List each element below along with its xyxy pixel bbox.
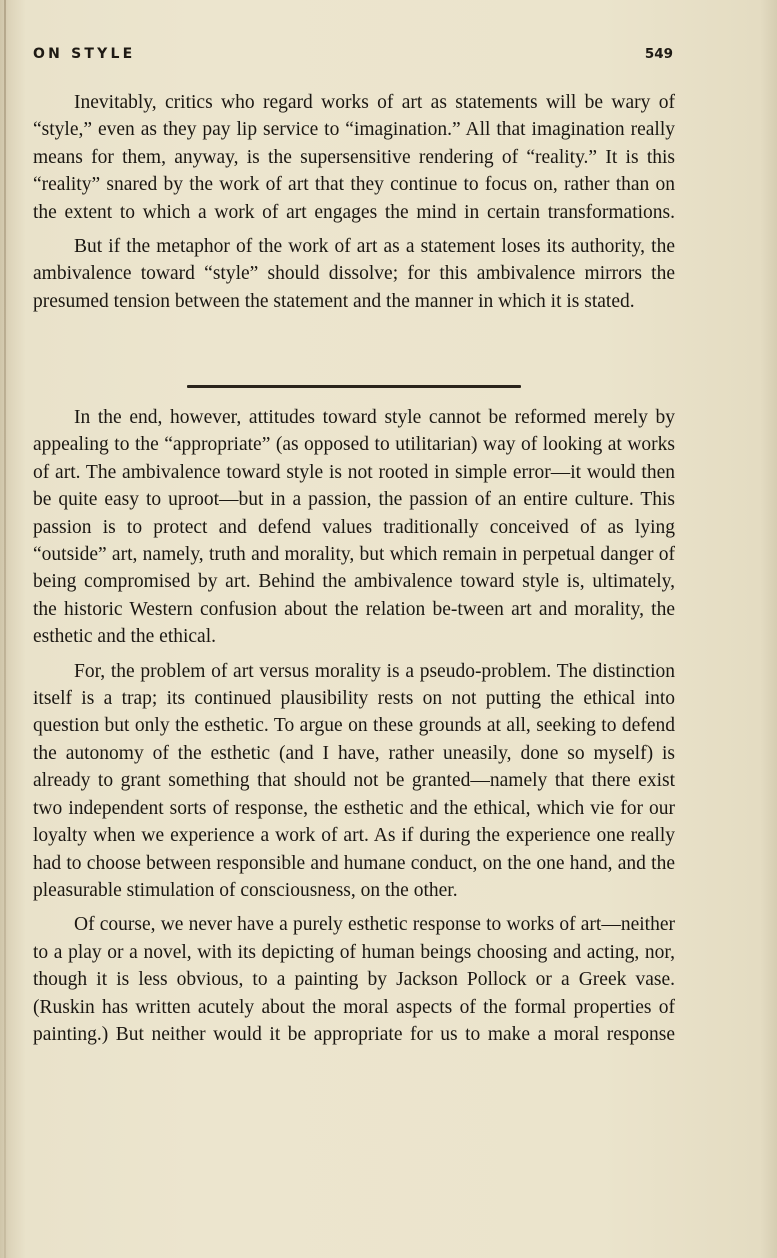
text-section-1 [33, 89, 675, 322]
paragraph: Inevitably, critics who regard works of art as statements will be wary of “style,” even as they pay lip service to “imagination.” All that imagination really means for them, anyway, is the supersensitive rendering of “reality.” It is this “reality” snared by the work of art that they continue to focus on, rather than on the extent to which a work of art engages the mind in certain transformations. [33, 92, 675, 223]
paragraph: For, the problem of art versus morality is a pseudo-problem. The distinction itself is a trap; its continued plausibility rests on not putting the ethical into question but only the esthetic. To argue on these grounds at all, seeking to defend the autonomy of the esthetic (and I have, rather uneasily, done so myself) is already to grant something that should not be granted—namely that there exist two independent sorts of response, the esthetic and the ethical, which vie for our loyalty when we experience a work of art. As if during the experience one really had to choose between responsible and humane conduct, on the one hand, and the pleasurable stimulation of consciousness, on the other. [33, 660, 675, 901]
text-section-2 [33, 404, 675, 1055]
running-title: ON STYLE [33, 46, 136, 62]
binding-gutter [4, 0, 6, 1258]
page-number: 549 [644, 46, 673, 62]
section-divider [187, 385, 521, 388]
paragraph: But if the metaphor of the work of art as a statement loses its authority, the ambivalence toward “style” should dissolve; for this ambivalence mirrors the presumed tension between the statement and the manner in which it is stated. [33, 236, 675, 312]
paragraph: Of course, we never have a purely esthetic response to works of art—neither to a play or a novel, with its depicting of human beings choosing and acting, nor, though it is less obvious, to a painting by Jackson Pollock or a Greek vase. (Ruskin has written acutely about the moral aspects of the formal properties of painting.) But neither would it be appropriate for us to make a moral response [33, 914, 675, 1045]
running-head [33, 46, 673, 68]
paragraph: In the end, however, attitudes toward style cannot be reformed merely by appealing to the “appropriate” (as opposed to utilitarian) way of looking at works of art. The ambivalence toward style is not rooted in simple error—it would then be quite easy to uproot—but in a passion, the passion of an entire culture. This passion is to protect and defend values traditionally conceived of as lying “outside” art, namely, truth and morality, but which remain in perpetual danger of being compromised by art. Behind the ambivalence toward style is, ultimately, the historic Western confusion about the relation be-tween art and morality, the esthetic and the ethical. [33, 407, 675, 648]
